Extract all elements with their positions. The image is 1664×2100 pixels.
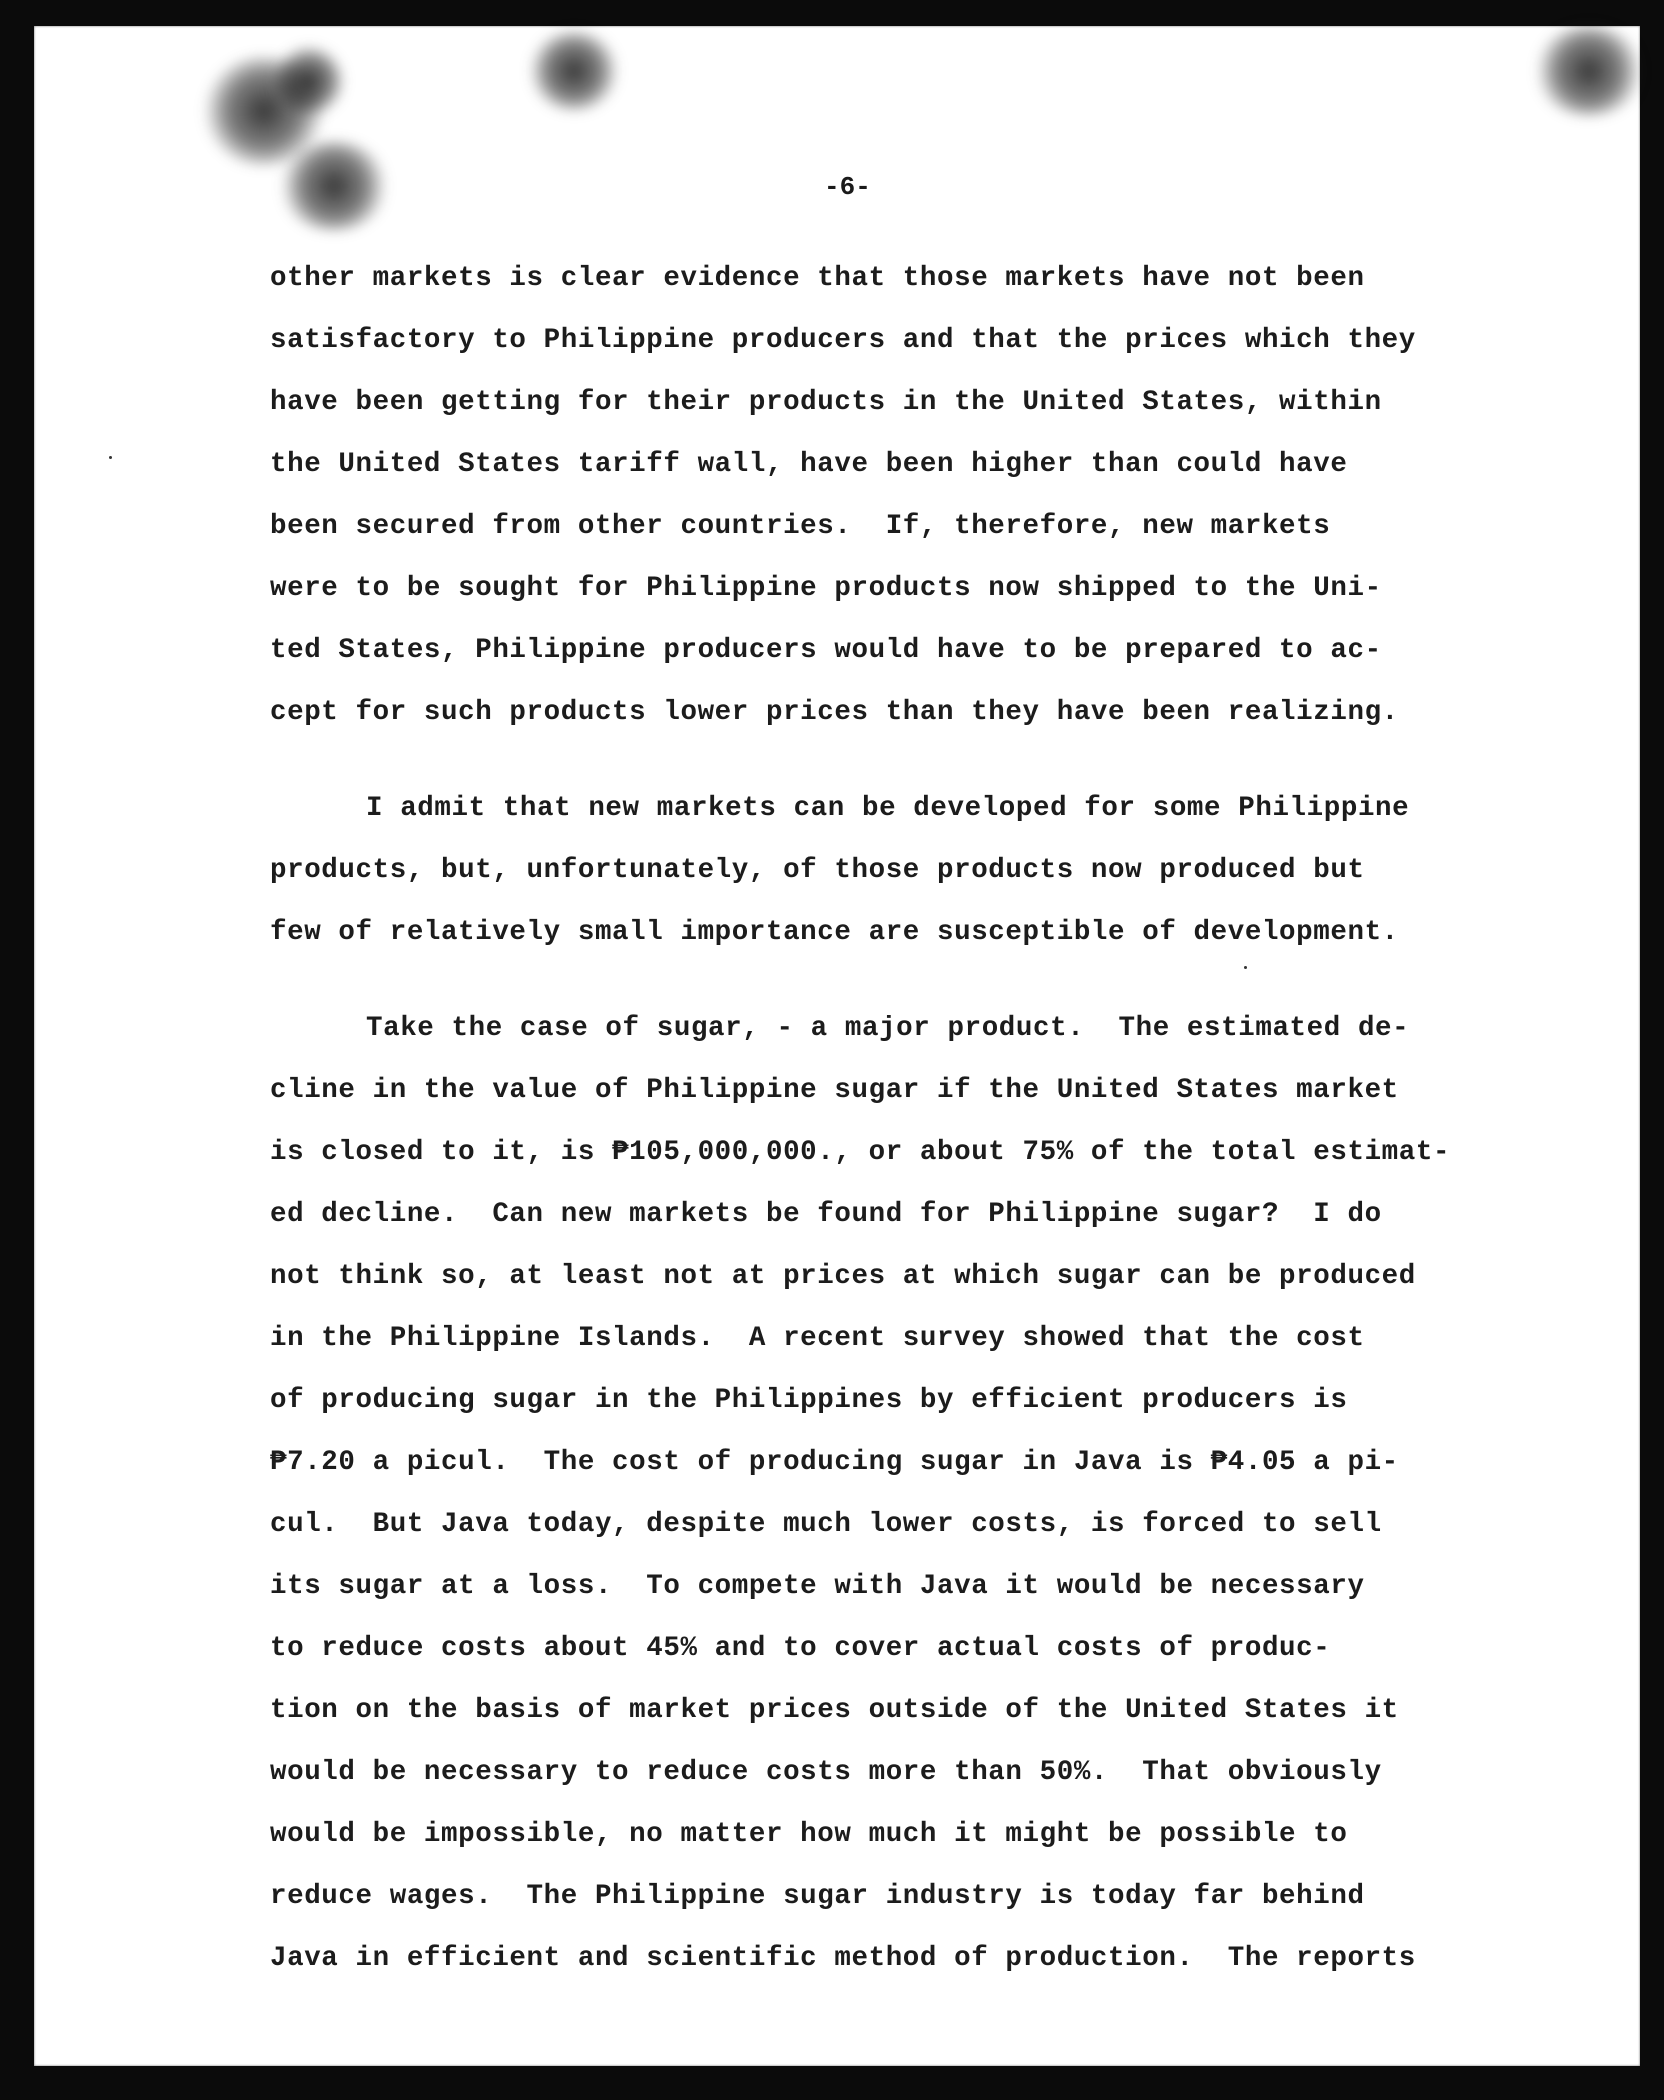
text-line: cul. But Java today, despite much lower costs, is forced to sell [270, 1509, 1382, 1540]
ink-smudge [1534, 26, 1644, 116]
document-page [34, 26, 1640, 2066]
text-line: not think so, at least not at prices at which sugar can be produced [270, 1261, 1416, 1292]
text-line: ₱7.20 a picul. The cost of producing sugar in Java is ₱4.05 a pi- [270, 1447, 1399, 1478]
text-line: in the Philippine Islands. A recent survey showed that the cost [270, 1323, 1365, 1354]
text-line: reduce wages. The Philippine sugar industry is today far behind [270, 1881, 1365, 1912]
text-line: is closed to it, is ₱105,000,000., or about 75% of the total estimat- [270, 1137, 1451, 1168]
speck [109, 456, 112, 459]
text-line: Java in efficient and scientific method of production. The reports [270, 1943, 1416, 1974]
text-line: satisfactory to Philippine producers and that the prices which they [270, 325, 1416, 356]
ink-smudge [279, 141, 389, 231]
text-line: would be impossible, no matter how much it might be possible to [270, 1819, 1348, 1850]
speck [1244, 966, 1247, 969]
text-line: have been getting for their products in the United States, within [270, 387, 1382, 418]
text-line: were to be sought for Philippine products now shipped to the Uni- [270, 573, 1382, 604]
text-line: would be necessary to reduce costs more than 50%. That obviously [270, 1757, 1382, 1788]
ink-smudge [274, 46, 344, 116]
paragraph-1 [270, 248, 1570, 744]
text-line: products, but, unfortunately, of those products now produced but [270, 855, 1365, 886]
text-line: been secured from other countries. If, therefore, new markets [270, 511, 1331, 542]
text-line: tion on the basis of market prices outside of the United States it [270, 1695, 1399, 1726]
text-line: cline in the value of Philippine sugar if the United States market [270, 1075, 1399, 1106]
ink-smudge [529, 31, 619, 111]
text-line: cept for such products lower prices than they have been realizing. [270, 697, 1399, 728]
text-line: ed decline. Can new markets be found for Philippine sugar? I do [270, 1199, 1382, 1230]
text-line: ted States, Philippine producers would have to be prepared to ac- [270, 635, 1382, 666]
text-line: I admit that new markets can be developed for some Philippine [366, 793, 1410, 824]
text-line: to reduce costs about 45% and to cover actual costs of produc- [270, 1633, 1331, 1664]
text-line: few of relatively small importance are susceptible of development. [270, 917, 1399, 948]
text-line: the United States tariff wall, have been higher than could have [270, 449, 1348, 480]
paragraph-2 [270, 778, 1570, 964]
paragraph-3 [270, 998, 1570, 1990]
text-line: of producing sugar in the Philippines by efficient producers is [270, 1385, 1348, 1416]
page-number: -6- [824, 172, 871, 202]
text-line: other markets is clear evidence that those markets have not been [270, 263, 1365, 294]
text-line: Take the case of sugar, - a major product. The estimated de- [366, 1013, 1410, 1044]
text-line: its sugar at a loss. To compete with Java it would be necessary [270, 1571, 1365, 1602]
